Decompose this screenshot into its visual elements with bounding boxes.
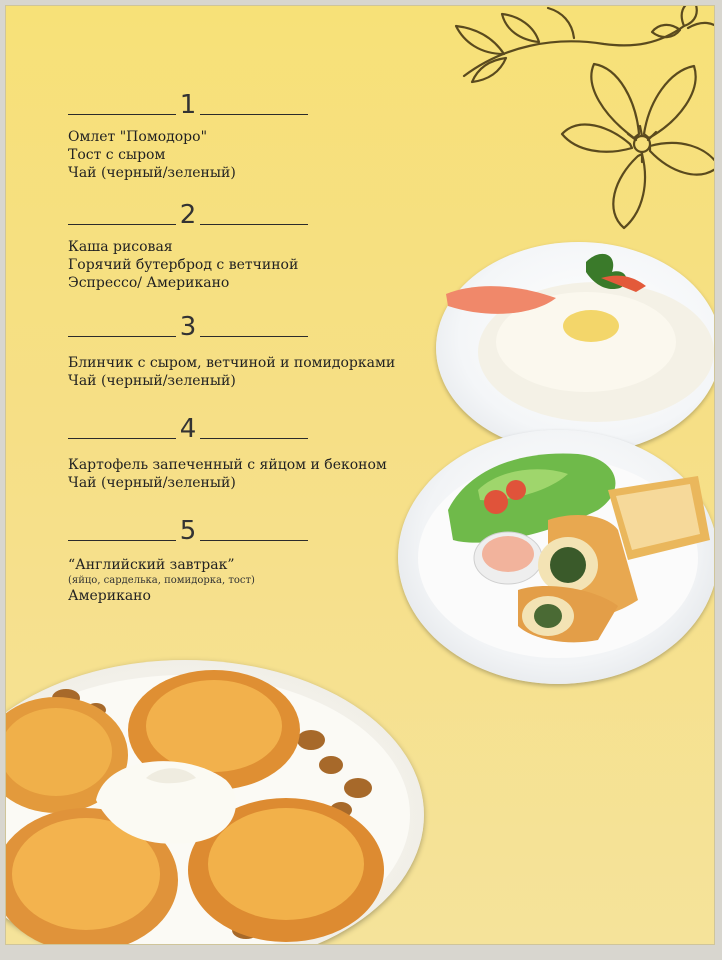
divider-line <box>68 438 176 439</box>
set-number: 5 <box>179 516 197 546</box>
menu-item: Американо <box>68 588 151 604</box>
menu-item: Тост с сыром <box>68 147 166 163</box>
divider-line <box>68 336 176 337</box>
menu-item: Блинчик с сыром, ветчиной и помидорками <box>68 355 396 371</box>
syrniki-photo <box>6 660 424 944</box>
set-number: 3 <box>179 312 197 342</box>
menu-item: Чай (черный/зеленый) <box>68 165 236 181</box>
menu-item: Картофель запеченный с яйцом и беконом <box>68 457 387 473</box>
menu-set-2 <box>68 200 428 292</box>
set-header <box>68 516 308 546</box>
divider-line <box>200 224 308 225</box>
menu-item: Каша рисовая <box>68 239 173 255</box>
menu-page <box>6 6 714 944</box>
menu-item: “Английский завтрак” <box>68 557 235 573</box>
set-number: 4 <box>179 414 197 444</box>
menu-item: Горячий бутерброд с ветчиной <box>68 257 299 273</box>
menu-set-1 <box>68 90 428 182</box>
set-header <box>68 90 308 120</box>
set-header <box>68 200 308 230</box>
rice-porridge-illustration <box>436 242 714 454</box>
divider-line <box>68 224 176 225</box>
menu-item: Чай (черный/зеленый) <box>68 373 236 389</box>
divider-line <box>68 540 176 541</box>
menu-set-3 <box>68 312 428 390</box>
flower-outline-icon <box>444 6 714 236</box>
syrniki-illustration <box>6 660 424 944</box>
divider-line <box>68 114 176 115</box>
set-header <box>68 312 308 342</box>
menu-set-4 <box>68 414 428 492</box>
crepe-wrap-salad-photo <box>398 430 714 684</box>
divider-line <box>200 438 308 439</box>
crepe-wrap-illustration <box>398 430 714 684</box>
set-number: 1 <box>179 90 197 120</box>
divider-line <box>200 114 308 115</box>
menu-set-5 <box>68 516 428 605</box>
divider-line <box>200 540 308 541</box>
menu-item: Омлет "Помодоро" <box>68 129 208 145</box>
menu-item: Эспрессо/ Американо <box>68 275 230 291</box>
menu-item-note: (яйцо, сарделька, помидорка, тост) <box>68 575 255 586</box>
set-number: 2 <box>179 200 197 230</box>
rice-porridge-photo <box>436 242 714 454</box>
set-header <box>68 414 308 444</box>
menu-item: Чай (черный/зеленый) <box>68 475 236 491</box>
divider-line <box>200 336 308 337</box>
